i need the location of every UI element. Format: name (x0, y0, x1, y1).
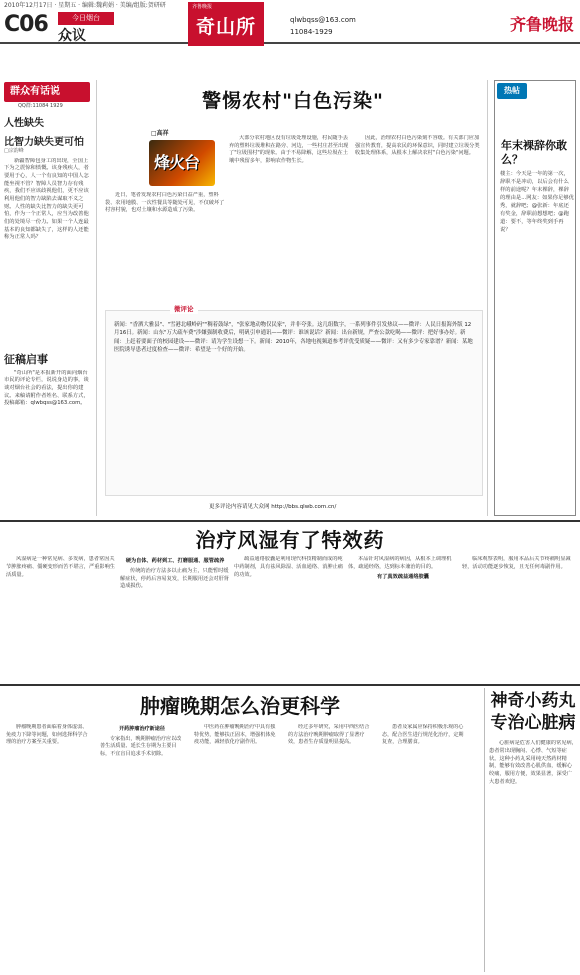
ad-col-2-text: 专家指出，晚期肿瘤治疗应以改善生活质量、延长生存期为主要目标，不宜盲目追求手术切除。 (100, 735, 182, 757)
page-number: C06 (4, 12, 48, 37)
dateline: 2010年12月17日 · 星期五 · 编辑:魏莉娟 · 美编/组版:贺研研 (4, 2, 166, 9)
ad-col-3: 疏益通络胶囊是利用现代科技精制而成的纯中药制剂，具有祛风除湿、活血通络、消肿止痛的功效。 (234, 556, 343, 578)
essay-text: 新疆智障包身工的出现，全国上下为之震惊和愤慨。该身残疾人，者要用于心，人一个有良知的中国人怎能坐视不管？智障人员智力存有残疾，我们不应该歧视他们，更不应该利用他们的智力缺陷去谋取不义之财。人性的缺失比智力的缺失更可怕，作为一个正常人，应当为改善他们的处境尽一份力。如果一个人连最基本的良知都缺失了，这样的人还能称为正常人吗？ (4, 157, 89, 241)
masthead-logo (188, 2, 264, 46)
more-link[interactable]: 更多评论内容请见大众网 http://bbs.qlwb.com.cn/ (209, 504, 337, 510)
heart-ad (484, 688, 578, 972)
masthead-title: 奇山所 (195, 16, 256, 38)
brand-logo: 齐鲁晚报 (509, 15, 574, 34)
article-col-2: 大部分农村地区没有垃圾处理设施，村民随手丢弃的塑料垃圾堆积在路旁、河边，一些村庄甚至出现了"垃圾围村"的现象。由于不易降解，这些垃圾在土壤中残留多年，影响农作物生长。 (229, 135, 349, 164)
ad-col-5: 患者及家属应保持积极乐观的心态，配合医生进行规范化治疗，定期复查，合理膳食。 (382, 724, 464, 746)
hot-post-title: 年末裸辞你敢么？ (501, 139, 567, 167)
weibo-comment-box (105, 305, 483, 496)
hot-post-text: 楼主：今天是一年的第一次，辞职不是冲动，以后会有什么样的前途呢？年末裸辞，裸辞的理由是...网友：如果你足够优秀，就辞吧；@张新：年底还有奖金，辞职前想想吧；@跑道：要不，等年终奖到手再说？ (500, 171, 574, 233)
ad-col-1: 风湿病是一种常见病、多发病，患者常因关节肿胀疼痛、僵硬变形而苦不堪言，严重影响生活质量。 (6, 556, 115, 578)
article-col-1: 近日，笔者发现农村白色污染日益严重，塑料袋、农用地膜、一次性餐具等随处可见，不仅破坏了村容村貌，也对土壤和水源造成了污染。 (105, 192, 225, 214)
notice-text: "奇山所"是本报新开的面向烟台市民的评论专栏，说说身边的事，谈谈对烟台社会的看法，提出你的建议。来稿请附作者姓名、联系方式，投稿邮箱：qlwbqss@163.com。 (4, 369, 89, 407)
ad-col-5: 临床观察表明，服用本品后关节疼痛明显减轻，活动功能逐步恢复，且无任何毒副作用。 (462, 556, 571, 570)
ad-headline: 肿瘤晚期怎么治更科学 (140, 694, 340, 718)
ad-col-4: 经过多年研究，采用中西医结合的方法治疗晚期肿瘤取得了显著疗效，患者生存质量明显提高。 (288, 724, 370, 746)
ad-col-2 (120, 556, 230, 674)
ad-subhead-2: 有了真效疏益通络胶囊 (377, 573, 429, 580)
ad-col-4 (348, 556, 458, 674)
divider (0, 520, 580, 522)
ad-text: 心脏病是危害人们健康的常见病，患者常出现胸闷、心悸、气短等症状。这种小药丸采用纯天然药材精制，能够有效改善心肌供血，缓解心绞痛，服用方便，效果显著，深受广大患者欢迎。 (489, 740, 577, 785)
contact-info (290, 16, 356, 41)
main-article (96, 80, 488, 516)
ad-headline: 治疗风湿有了特效药 (195, 528, 385, 552)
left-column (4, 82, 90, 500)
ad-col-2 (100, 724, 184, 968)
ad-col-2-text: 传统的治疗方法多以止痛为主，只能暂时缓解症状，停药后容易复发，长期服用还会对肝肾造成损伤。 (120, 567, 229, 590)
ad-col-3: 中医药在肿瘤晚期治疗中具有独特优势，能够扶正固本，增强机体免疫功能，减轻放化疗副作用。 (194, 724, 276, 746)
ad-col-4-text: 本品针对风湿病的病因，从根本上调理机体，疏通经络，达到标本兼治的目的。 (348, 556, 452, 570)
weibo-title: 微评论 (170, 305, 198, 314)
notice-title: 征稿启事 (4, 352, 48, 366)
ad-headline: 神奇小药丸专治心脏病 (490, 691, 576, 734)
weibo-text: 新闻："香洒大雅县"、"雪港北峨岭码""稠着鼓绿"，"张家地动物仅民家"，并非夸张。这几组数字，一系列事件引发热议——微评：人民日报海外版 12月16日。新闻：山东"万大疏车费"涉嫌强制收费后，明矾引申通讯——微评：谁该说话？新闻：出台新规，严查公款吃喝——微评：把好事办好。新闻：上赶着要面子的校园建设——微评：请为学生设想一下。新闻：2010年，各地电视频道参考评优受质疑——微评：又有多少专家靠谱？新闻：某地医院诱导患者过度检查——微评：希望是一个好的开始。 (114, 322, 473, 354)
essay-title: 人性缺失 (4, 117, 44, 129)
hot-post-badge: 热帖 (497, 83, 527, 99)
fire-tower-image (149, 140, 215, 186)
phone: 11084-1929 (290, 28, 333, 37)
headline: 警惕农村"白色污染" (202, 90, 384, 112)
essay-byline: □宗韵峰 (4, 147, 24, 154)
article-col-3: 因此，治理农村白色污染刻不容缓。有关部门应加强宣传教育，提高农民的环保意识，同时建立垃圾分类收集处理体系，从根本上解决农村"白色污染"问题。 (355, 135, 480, 157)
ad-subhead: 硬为自体、药材到工、打磨服通、服管疏养 (125, 558, 225, 564)
column-badge: 群众有话说 (4, 82, 90, 102)
image-text: 烽火台 (154, 153, 200, 172)
article-byline: □高祥 (151, 130, 169, 137)
essay-subtitle: 比智力缺失更可怕 (4, 136, 84, 148)
column-badge-sub: QQ群:11084 1929 (18, 103, 63, 109)
tumor-ad (0, 688, 480, 972)
masthead-sub: 齐鲁晚报 (192, 4, 213, 10)
section-title: 众议 (58, 28, 86, 44)
ad-col-1: 肿瘤晚期患者面临着身体虚弱、免疫力下降等问题，如何选择科学合理的治疗方案至关重要。 (6, 724, 88, 746)
email[interactable]: qlwbqss@163.com (290, 16, 356, 24)
section-label: 今日烟台 (58, 12, 114, 25)
ad-subhead: 开药肿瘤治疗新途径 (119, 726, 165, 732)
rheumatism-ad (0, 524, 580, 680)
hot-post-column (494, 80, 576, 516)
divider (0, 684, 580, 686)
